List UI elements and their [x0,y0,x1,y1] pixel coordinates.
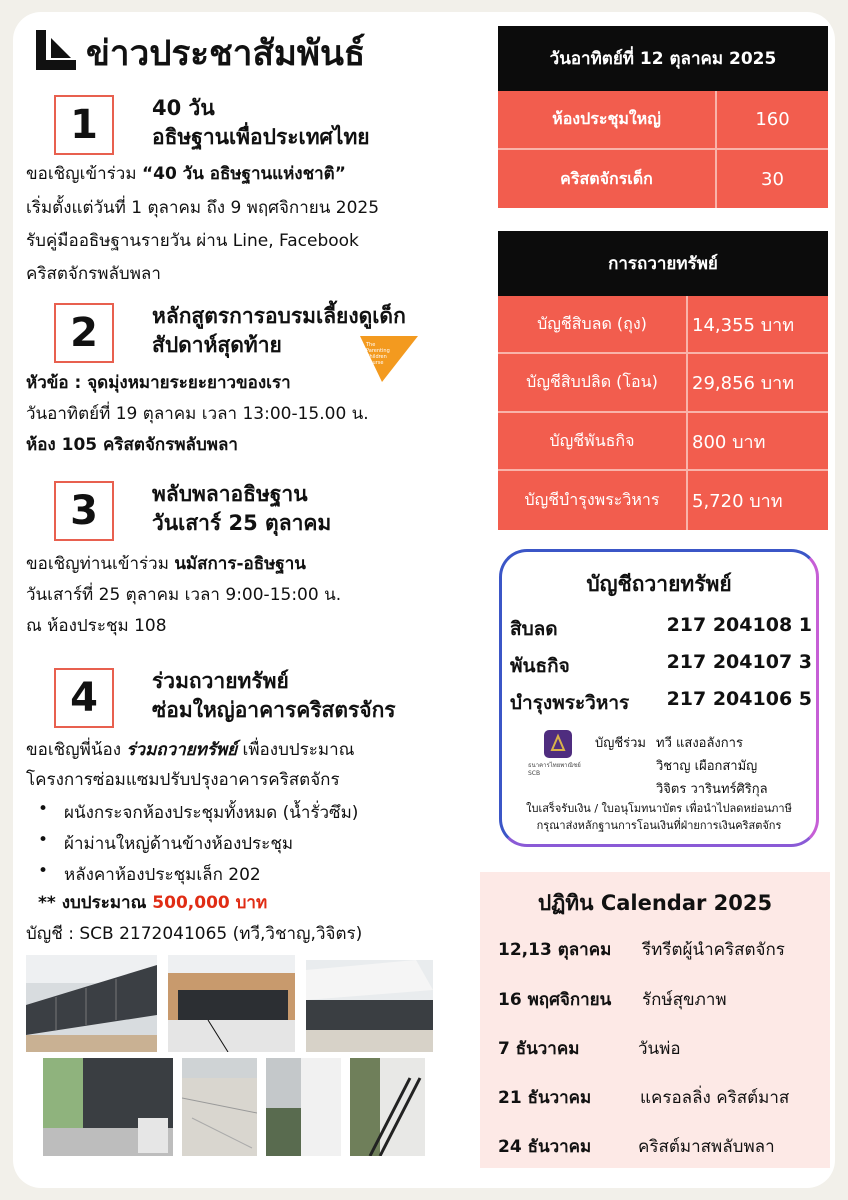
section-4-title-line: ซ่อมใหญ่อาคารคริสตรจักร [152,698,396,722]
page-title: ข่าวประชาสัมพันธ์ [86,34,366,74]
section-1-line: รับคู่มืออธิษฐานรายวัน ผ่าน Line, Facebook [26,231,359,251]
table-row [498,413,828,471]
account-card-title: บัญชีถวายทรัพย์ [586,572,732,596]
offering-value: 29,856 บาท [692,373,795,394]
calendar-panel [480,872,830,1168]
account-card [499,549,819,847]
section-1-line: คริสตจักรพลับพลา [26,264,161,284]
table-row [498,296,828,354]
account-row: สิบลด 217 204108 1 [510,614,812,640]
attendance-value: 30 [761,168,784,190]
attendance-label: คริสตจักรเด็ก [498,150,717,208]
holder-name: วิจิตร วารินทร์ศิริกุล [656,782,768,797]
section-1-line: ขอเชิญเข้าร่วม “40 วัน อธิษฐานแห่งชาติ” [26,164,346,184]
calendar-title: ปฏิทิน Calendar 2025 [537,891,773,915]
attendance-value: 160 [755,109,790,130]
budget-line: ** งบประมาณ 500,000 บาท [38,893,268,913]
calendar-event: แครอลลิ่ง คริสต์มาส [640,1088,790,1108]
calendar-event: รีทรีตผู้นำคริสตจักร [642,940,785,960]
attendance-label: ห้องประชุมใหญ่ [498,91,717,148]
course-logo-text: The [366,342,376,348]
section-3-number: 3 [54,481,114,541]
offering-label: บัญชีบำรุงพระวิหาร [498,471,688,530]
section-3-title-line: พลับพลาอธิษฐาน [152,482,308,506]
offering-label: บัญชีพันธกิจ [498,413,688,469]
scb-bank-icon [544,730,572,758]
section-4-title [152,667,396,725]
calendar-event: คริสต์มาสพลับพลา [638,1137,775,1157]
parenting-course-logo [360,336,418,382]
table-row [498,150,828,208]
section-4-intro2: โครงการซ่อมแซมปรับปรุงอาคารคริสตจักร [26,770,340,790]
holder-prefix: บัญชีร่วม [595,736,647,751]
offering-label: บัญชีสิบปลิด (โอน) [498,354,688,411]
section-1-line: เริ่มตั้งแต่วันที่ 1 ตุลาคม ถึง 9 พฤศจิกายน 2025 [26,198,380,218]
offering-title: การถวายทรัพย์ [498,231,828,296]
building-photo [26,955,157,1052]
table-row [498,91,828,150]
section-1-title-line: 40 วัน [152,96,215,120]
section-4-number: 4 [54,668,114,728]
building-photo [168,955,295,1052]
account-line: บัญชี : SCB 2172041065 (ทวี,วิชาญ,วิจิตร) [26,924,363,944]
offering-label: บัญชีสิบลด (ถุง) [498,296,688,352]
section-1-title-line: อธิษฐานเพื่อประเทศไทย [152,125,370,149]
section-2-line: ห้อง 105 คริสตจักรพลับพลา [26,435,238,455]
course-logo-text: Children [366,354,387,360]
section-1-number: 1 [54,95,114,155]
section-4-title-line: ร่วมถวายทรัพย์ [152,669,289,693]
calendar-event: รักษ์สุขภาพ [642,990,727,1010]
calendar-date: 7 ธันวาคม [498,1039,580,1059]
table-row [498,471,828,530]
section-1-title [152,94,370,152]
list-item: • ผ้าม่านใหญ่ด้านข้างห้องประชุม [38,830,293,857]
church-logo-icon [36,30,76,70]
building-photo [43,1058,173,1156]
building-photo [182,1058,257,1156]
section-2-line: หัวข้อ : จุดมุ่งหมายระยะยาวของเรา [26,373,291,393]
section-3-line: ณ ห้องประชุม 108 [26,616,167,636]
section-3-line: ขอเชิญท่านเข้าร่วม นมัสการ-อธิษฐาน [26,554,306,574]
holder-name: วิชาญ เผือกสามัญ [656,759,758,774]
list-item: • หลังคาห้องประชุมเล็ก 202 [38,861,261,888]
account-row: พันธกิจ 217 204107 3 [510,651,812,677]
calendar-date: 21 ธันวาคม [498,1088,592,1108]
section-3-title [152,480,331,538]
section-2-line: วันอาทิตย์ที่ 19 ตุลาคม เวลา 13:00-15.00 น. [26,404,369,424]
bank-label: ธนาคารไทยพาณิชย์ SCB [528,762,581,777]
holder-name: ทวี แสงอลังการ [656,736,743,751]
account-row: บำรุงพระวิหาร 217 204106 5 [510,688,812,714]
section-4-intro: ขอเชิญพี่น้อง ร่วมถวายทรัพย์ เพื่องบประมาณ [26,740,355,760]
course-logo-text: Parenting [366,348,390,354]
calendar-date: 16 พฤศจิกายน [498,990,612,1010]
offering-value: 14,355 บาท [692,314,795,336]
table-row [498,354,828,413]
calendar-date: 12,13 ตุลาคม [498,940,612,960]
calendar-date: 24 ธันวาคม [498,1137,592,1157]
section-3-title-line: วันเสาร์ 25 ตุลาคม [152,511,332,535]
attendance-title: วันอาทิตย์ที่ 12 ตุลาคม 2025 [498,26,828,91]
section-2-title-line: สัปดาห์สุดท้าย [152,333,282,357]
offering-value: 5,720 บาท [692,491,783,512]
offering-value: 800 บาท [692,431,766,453]
calendar-event: วันพ่อ [638,1039,681,1059]
receipt-note: ใบเสร็จรับเงิน / ใบอนุโมทนาบัตร เพื่อนำไปลดหย่อนภาษี กรุณาส่งหลักฐานการโอนเงินที่ฝ่ายการเงินคริสตจักร [526,802,792,832]
building-photo [266,1058,341,1156]
section-2-number: 2 [54,303,114,363]
section-2-title-line: หลักสูตรการอบรมเลี้ยงดูเด็ก [152,304,406,328]
course-logo-text: Course [366,360,384,366]
list-item: • ผนังกระจกห้องประชุมทั้งหมด (น้ำรั่วซึม) [38,799,358,826]
building-photo [306,960,433,1052]
section-3-line: วันเสาร์ที่ 25 ตุลาคม เวลา 9:00-15:00 น. [26,585,342,605]
building-photo [350,1058,425,1156]
